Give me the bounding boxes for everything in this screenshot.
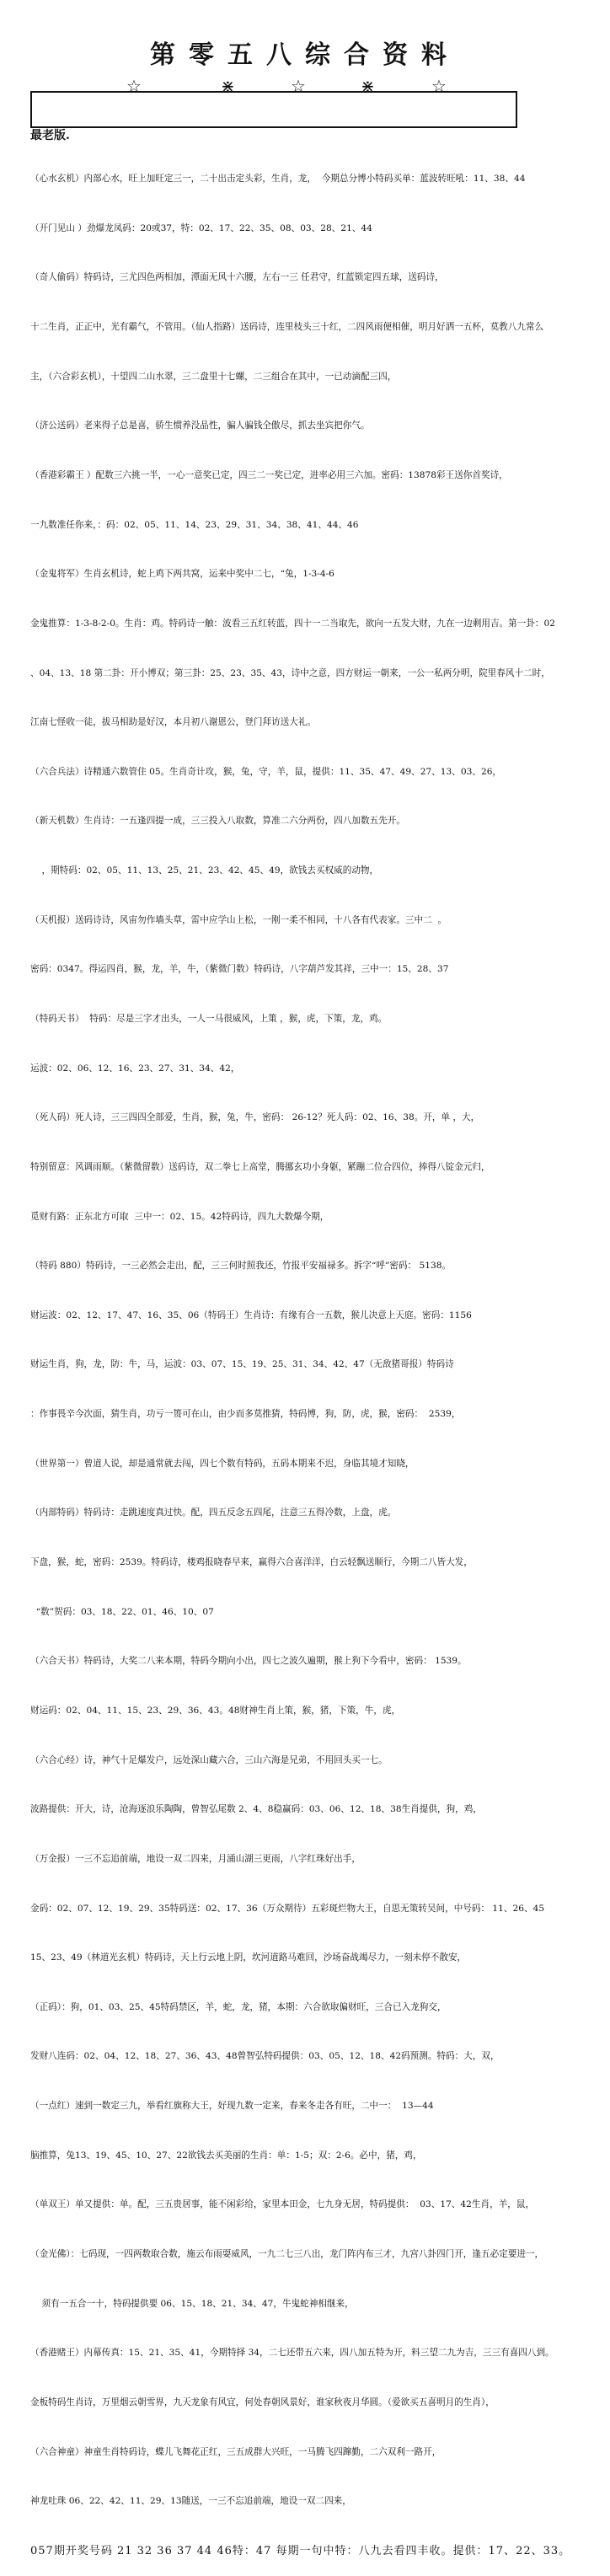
text-line: （正码）：狗，01、03、25、45特码禁区，羊，蛇，龙，猪，本期：六合欲取偏财旺，三合已入龙狗交， — [30, 2001, 447, 2012]
text-line: （开门见山 ）劲爆龙凤码：20或37，特：02、17、22、35、08、03、28、21、44 — [30, 222, 372, 233]
text-line: （特码 880）特码诗，一三必然会走出，配，三三何时照我还，竹报平安福禄多。拆字“呼”密码： 5138。 — [30, 1261, 452, 1272]
star-icon: ☆ — [291, 76, 306, 96]
text-line: 财运波：02、12、17、47、16、35、06（特码王）生肖诗：有缘有合一五数，猴儿决意上天庭。密码：1156 — [30, 1309, 472, 1320]
text-line: （六合神童）神童生肖特码诗，蝶儿飞舞花正红，三五成群大兴旺，一马腾飞四蹿勤，二六双利一路开， — [30, 2446, 441, 2457]
text-line: （单双王）单又提供：单。配，三五贵居事，能不闲彩给，家里本田金，七九身无居，特码提供： 03、17、42生肖，羊，鼠， — [30, 2199, 535, 2210]
text-line: （世界第一）曾道人说，却是通常就去闯，四七个数有特码，五码本期来不迟，身临其境才知晓， — [30, 1458, 415, 1469]
text-line: 觅财有路：正东北方可取 三中一：02、15。42特码诗，四九大数爆今期， — [30, 1211, 329, 1222]
text-line: （内部特码）特码诗：走跳速度真过快。配，四五反念五四尾，注意三五得冷数，上盘，虎。 — [30, 1508, 397, 1518]
text-line: （金光佛）：七码现，一四两数取合数，施云布雨耍威风，一九二七三八出，龙门阵内布三才，九宫八卦四门开，逢五必定要进一， — [30, 2249, 544, 2259]
asterism-icon: ⋇ — [361, 76, 375, 96]
text-line: 运波：02、06、12、16、23、27、31、34、42， — [30, 1063, 240, 1074]
text-line: 财运生肖，狗，龙，防：牛，马，运波：03、07、15、19、25、31、34、42、47（无敌猪哥报）特码诗 — [30, 1359, 454, 1370]
text-line: （济公送码）老来得子总是喜，骄生惯养没品性，骗人骗钱全傲尽，抓去坐宾把你气。 — [30, 420, 370, 431]
text-line: （香港彩霸王 ）配数三六挑一半，一心一意奖已定，四三二一奖已定，进率必用三六加。密码：13878彩王送你首奖诗， — [30, 469, 508, 480]
article-body — [30, 138, 580, 2576]
text-line: （万金报）一三不忘追前端，地设一双二四来，月涌山湖三更雨，八字红珠好出手， — [30, 1853, 361, 1864]
text-line: （心水玄机）内部心水，旺上加旺定三一，二十出击定头彩，生肖，龙， 今期总分博小特码买单：蓝波转旺吼：11、38、44 — [30, 174, 526, 185]
text-line: （奇人偷码）特码诗，三尤四色两相加，潭面无风十六腰，左右一三 任君守，红蓝锁定四五球，送码诗， — [30, 272, 444, 283]
text-line: 一九数准任你来，：码：02、05、11、14、23、29、31、34、38、41、44、46 — [30, 519, 359, 530]
text-line: （金鬼将军）生肖玄机诗，蛇上鸡下两共窝，运来中奖中二七，“兔，1-3-4-6 — [30, 569, 334, 580]
text-line: “数”贺码：03、18、22、01、46、10、07 — [30, 1606, 214, 1617]
text-line: 金码：02、07、12、19、29、35特码送：02、17、36（万众期待）五彩斑烂物大王，自思无策转吴间，中号码： 11、26、45 — [30, 1903, 545, 1914]
text-line: （死人码）死人诗，三三四四全部爱，生肖，猴，兔，牛，密码： 26-12？死人码：02、16、38。开，单 ，大， — [30, 1112, 480, 1123]
asterism-icon: ⋇ — [221, 76, 235, 96]
text-line: 15、23、49（林道光玄机）特码诗，天上行云地上阴，坎河道路马难回，沙场奋战竭尽力，一刻未停不散安， — [30, 1952, 467, 1963]
text-line: （新天机数）生肖诗：一五逢四提一成，三三投入八取数，算准二六分两份，四八加数五先开。 — [30, 816, 405, 827]
text-line: 、04、13、18 第二卦：开小博双；第三卦：25、23、35、43，诗中之意，四方财运一朝来，一公一私两分明，院里春风十二时， — [30, 667, 550, 678]
text-line: （一点红）速到一数定三九，举看红旗称大王，好现九数一定来，春来冬走各有旺，二中一： 13—44 — [30, 2101, 434, 2112]
text-line: ：作事畏辛今次面，猜生肖，功亏一篑可在山，由少而多莫推猜，特码博，狗，防，虎，猴，密码： 2539， — [30, 1409, 461, 1420]
text-line: 金板特码生肖诗，万里烟云朝雪界，九天龙象有风宜，何处春朝风景好，谁家秋夜月华圆。（爱欲买五喜明月的生肖）， — [30, 2397, 495, 2407]
page-title: 第零五八综合资料 — [150, 40, 460, 70]
section-heading: 最老版. — [30, 129, 70, 142]
text-line: 十二生肖，正正中，光有霸气，不管用。（仙人指路）送码诗，连里枝头三十红，二四风雨便相催，明月好洒一五杯，莫教八九常么 — [30, 322, 544, 333]
text-line: 密码：0347。得运四肖，猴，龙，羊，牛，（紫微门数）特码诗，八字葫芦发其祥，三中一：15、28、37 — [30, 964, 449, 975]
text-line: 财运码：02、04、11、15、23、29、36、43。48财神生肖上策，猴，猪，下策，牛，虎， — [30, 1705, 401, 1716]
text-line: （六合兵法）诗精通六数管住 05。生肖奇计攻，猴，兔，守，羊，鼠，提供：11、35、47、49、27、13、03、26， — [30, 766, 502, 777]
text-line: 主，（六合彩玄机），十望四二山水翠，三二盘里十七螺，二三组合在其中，一已动滴配三四， — [30, 371, 397, 382]
text-line: （特码天书） 特码：尽是三字才出头，一人一马很威风，上策 ，猴，虎，下策，龙，鸡。 — [30, 1013, 388, 1024]
draw-result-line: 057期开奖号码 21 32 36 37 44 46特：47 每期一句中特：八九去看四丰收。提供：17、22、33。 — [30, 2544, 571, 2557]
text-line: 脑推算，兔13、19、45、10、27、22欲钱去买美丽的生肖：单：1-5；双：2-6。必中，猪，鸡， — [30, 2150, 422, 2161]
text-line: 神龙吐珠 06、22、42、11、29、13随送，一三不忘追前端，地设一双二四来， — [30, 2496, 351, 2507]
text-line: （天机报）送码诗诗，风宙勿作墙头草，雷中应学山上松，一刚一柔不相同，十八各有代表家。三中二 。 — [30, 914, 447, 925]
text-line: 特别留意：风调雨顺。（紫微留数）送码诗，双二拳七上高堂，腾挪玄功小身躯，紧蹦二位合四位，捧得八锭金元归， — [30, 1161, 490, 1172]
text-line: 下盘，猴，蛇，密码：2539。特码诗，楼鸡报晓春早来，赢得六合喜洋洋，白云轻飘送顺行，今期二八皆大发， — [30, 1557, 473, 1568]
star-icon: ☆ — [431, 76, 447, 96]
text-line: 须有一五合一十，特码提供要 06、15、18、21、34、47，牛鬼蛇神相继来， — [30, 2298, 354, 2309]
text-line: 江南七怪收一徒，拔马相助是好汉，本月初八谢恩公，登门拜访送大礼。 — [30, 717, 316, 728]
star-icon: ☆ — [126, 76, 142, 96]
text-line: （六合心经）诗，神气十足爆发户，远处深山藏六合，三山六海是兄弟，不用回头买一七。 — [30, 1754, 388, 1765]
text-line: 波路提供：开大，诗，沧海逐浪乐陶陶，曾智弘尾数 2、4、8稳赢码：03、06、12、18、38生肖提供，狗，鸡， — [30, 1804, 482, 1815]
banner-box — [30, 91, 517, 128]
text-line: （香港赌王）内幕传真：15、21、35、41，今期特择 34，二七还带五六来，四八加五特为开，料三望二九为吉，三三有喜四八到。 — [30, 2348, 554, 2359]
text-line: ，期特码：02、05、11、13、25、21、23、42、45、49，欲钱去买权威的动物， — [30, 865, 379, 876]
text-line: 发财八连码：02、04、12、18、27、36、43、48曾智弘特码提供：03、05、12、18、42码预测。特码：大，双， — [30, 2051, 500, 2062]
text-line: 金鬼推算：1-3-8-2-0。生肖：鸡。特码诗一触：波看三五红转蓝，四十一二当取先，欲向一五发大财，九在一边剩用吉。第一卦：02 — [30, 618, 555, 629]
text-line: （六合天书）特码诗，大奖二八来本期，特码今期向小出，四七之波久遍期，猴上狗下今看中，密码： 1539。 — [30, 1656, 467, 1667]
